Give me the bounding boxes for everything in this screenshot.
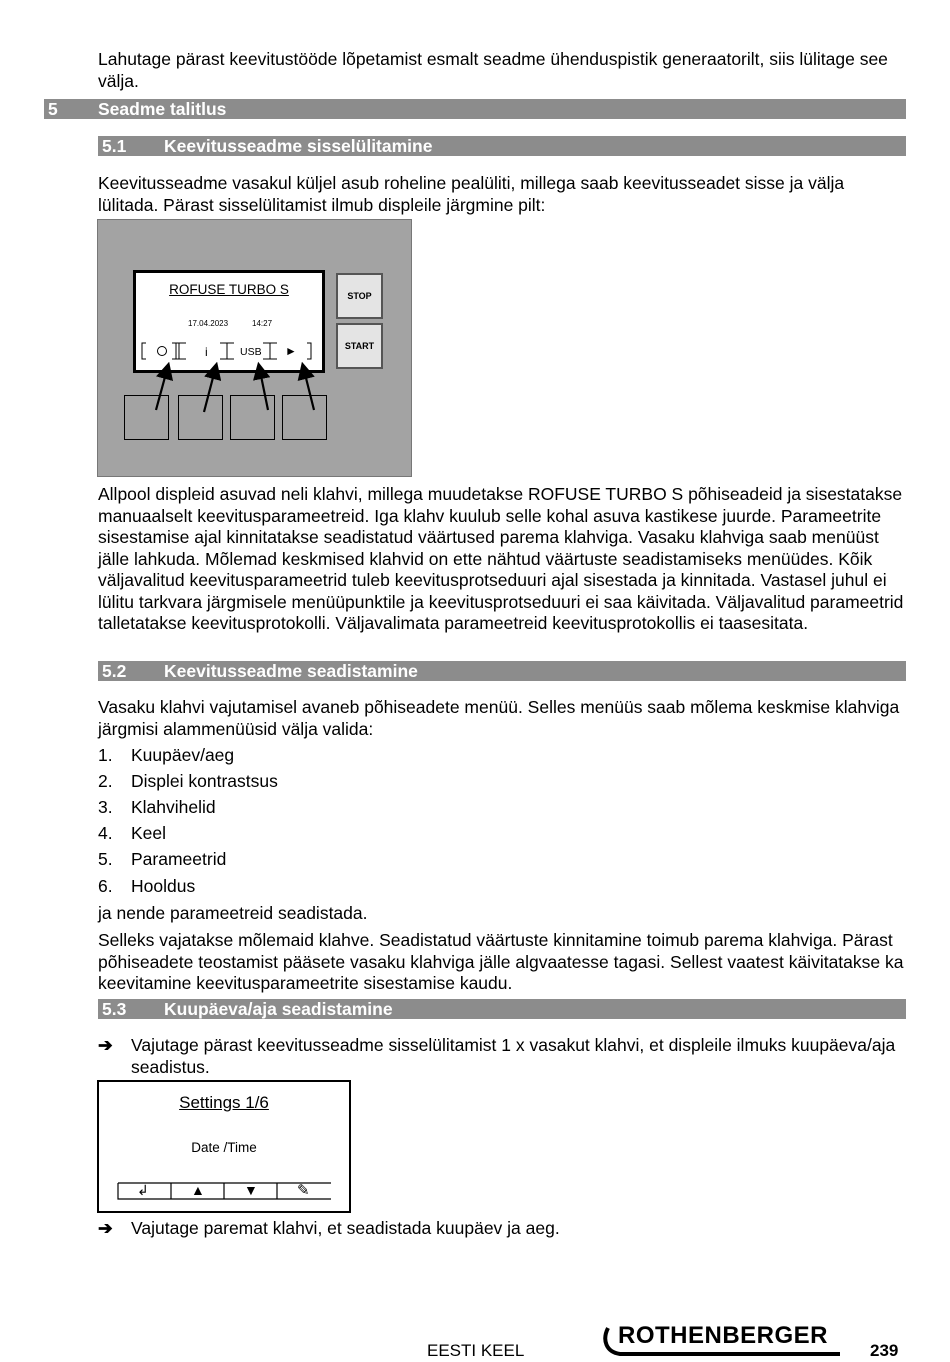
return-icon: ↲ xyxy=(137,1182,149,1198)
list-text: Klahvihelid xyxy=(131,797,216,817)
section-5-2-header xyxy=(98,661,906,681)
list-text: Kuupäev/aeg xyxy=(131,745,235,765)
section-5-1-header xyxy=(98,136,906,156)
section-title: Seadme talitlus xyxy=(98,99,227,119)
display-time: 14:27 xyxy=(252,319,273,328)
play-icon: ► xyxy=(285,344,297,358)
paragraph: Allpool displeid asuvad neli klahvi, millega muudetakse ROFUSE TURBO S põhiseadeid ja sisestatakse manuaalselt keevitusparameetreid. Iga klahv kuulub selle kohal asuva kastikese juurde. Parameetrite sisestamise ajal kinnitatakse seadistatud väärtused parema klahviga. Vasaku klahviga saab menüüst jälle lahkuda. Mõlemad keskmised klahvid on ette nähtud väärtuste seadistamiseks menüüdes. Kõik väljavalitud keevitusparameetrid tuleb keevitusprotseduuri ajal sisestada ja kinnitada. Vastasel juhul ei lülitu tarkvara järgmisele menüüpunktile ja keevitusprotseduuri ei saa käivitada. Väljavalitud parameetrid talletatakse keevitusprotokolli. Väljavalimata parameetreid keevitusprotokollis ei taasesitata. xyxy=(98,484,904,633)
paragraph: Selleks vajatakse mõlemaid klahve. Seadistatud väärtuste kinnitamine toimub parema klahviga. Pärast põhiseadete teostamist pääsete vasaku klahviga jälle algvaatesse tagasi. Sellest vaatest käivitatakse ka keevitamine keevitusparameetrite sisestamise kaudu. xyxy=(98,930,904,993)
intro-paragraph: Lahutage pärast keevitustööde lõpetamist esmalt seadme ühenduspistik generaatorilt, siis lülitage see välja. xyxy=(98,49,888,91)
paragraph: Keevitusseadme vasakul küljel asub roheline pealüliti, millega saab keevitusseadet sisse ja välja lülitada. Pärast sisselülitamist ilmub displeile järgmine pilt: xyxy=(98,173,845,215)
list-text: Parameetrid xyxy=(131,849,227,869)
paragraph: ja nende parameetreid seadistada. xyxy=(98,903,368,923)
logo-text: ROTHENBERGER xyxy=(618,1322,829,1349)
list-number: 5. xyxy=(98,849,113,869)
key-pointer-arrows xyxy=(98,220,411,476)
display-date: 17.04.2023 xyxy=(188,319,229,328)
list-number: 4. xyxy=(98,823,113,843)
stop-button[interactable]: STOP xyxy=(336,273,383,319)
settings-screen-figure xyxy=(97,1080,351,1213)
down-arrow-icon: ▼ xyxy=(244,1182,258,1198)
arrow-right-icon: ➔ xyxy=(98,1218,113,1238)
instruction-step xyxy=(98,1035,906,1079)
section-title: Keevitusseadme sisselülitamine xyxy=(164,136,433,156)
pencil-icon: ✎ xyxy=(297,1182,310,1199)
arrow-right-icon: ➔ xyxy=(98,1035,113,1055)
usb-key-label: USB xyxy=(240,346,262,358)
instruction-step xyxy=(98,1218,906,1240)
footer-language: EESTI KEEL xyxy=(427,1341,525,1360)
instruction-text: Vajutage pärast keevitusseadme sisselülitamist 1 x vasakut klahvi, et displeile ilmuks kuupäeva/aja seadistus. xyxy=(131,1035,896,1077)
section-number: 5.2 xyxy=(102,661,127,681)
start-button[interactable]: START xyxy=(336,323,383,369)
list-number: 3. xyxy=(98,797,113,817)
section-number: 5.3 xyxy=(102,999,127,1019)
instruction-text: Vajutage paremat klahvi, et seadistada kuupäev ja aeg. xyxy=(131,1218,560,1238)
settings-title: Settings 1/6 xyxy=(179,1093,269,1112)
settings-subtitle: Date /Time xyxy=(191,1140,257,1155)
section-number: 5 xyxy=(48,99,58,119)
list-number: 2. xyxy=(98,771,113,791)
list-text: Displei kontrastsus xyxy=(131,771,278,791)
section-number: 5.1 xyxy=(102,136,127,156)
display-title: ROFUSE TURBO S xyxy=(169,282,289,297)
section-title: Kuupäeva/aja seadistamine xyxy=(164,999,393,1019)
device-panel-figure xyxy=(97,219,412,477)
up-arrow-icon: ▲ xyxy=(191,1182,205,1198)
list-text: Keel xyxy=(131,823,167,843)
info-key-label: i xyxy=(205,345,208,359)
list-number: 6. xyxy=(98,876,113,896)
paragraph: Vasaku klahvi vajutamisel avaneb põhiseadete menüü. Selles menüüs saab mõlema keskmise klahviga järgmisi alammenüüsid välja valida: xyxy=(98,697,900,739)
list-number: 1. xyxy=(98,745,113,765)
list-text: Hooldus xyxy=(131,876,196,896)
section-5-header xyxy=(44,99,906,119)
section-title: Keevitusseadme seadistamine xyxy=(164,661,418,681)
section-5-3-header xyxy=(98,999,906,1019)
page-number: 239 xyxy=(870,1341,899,1360)
